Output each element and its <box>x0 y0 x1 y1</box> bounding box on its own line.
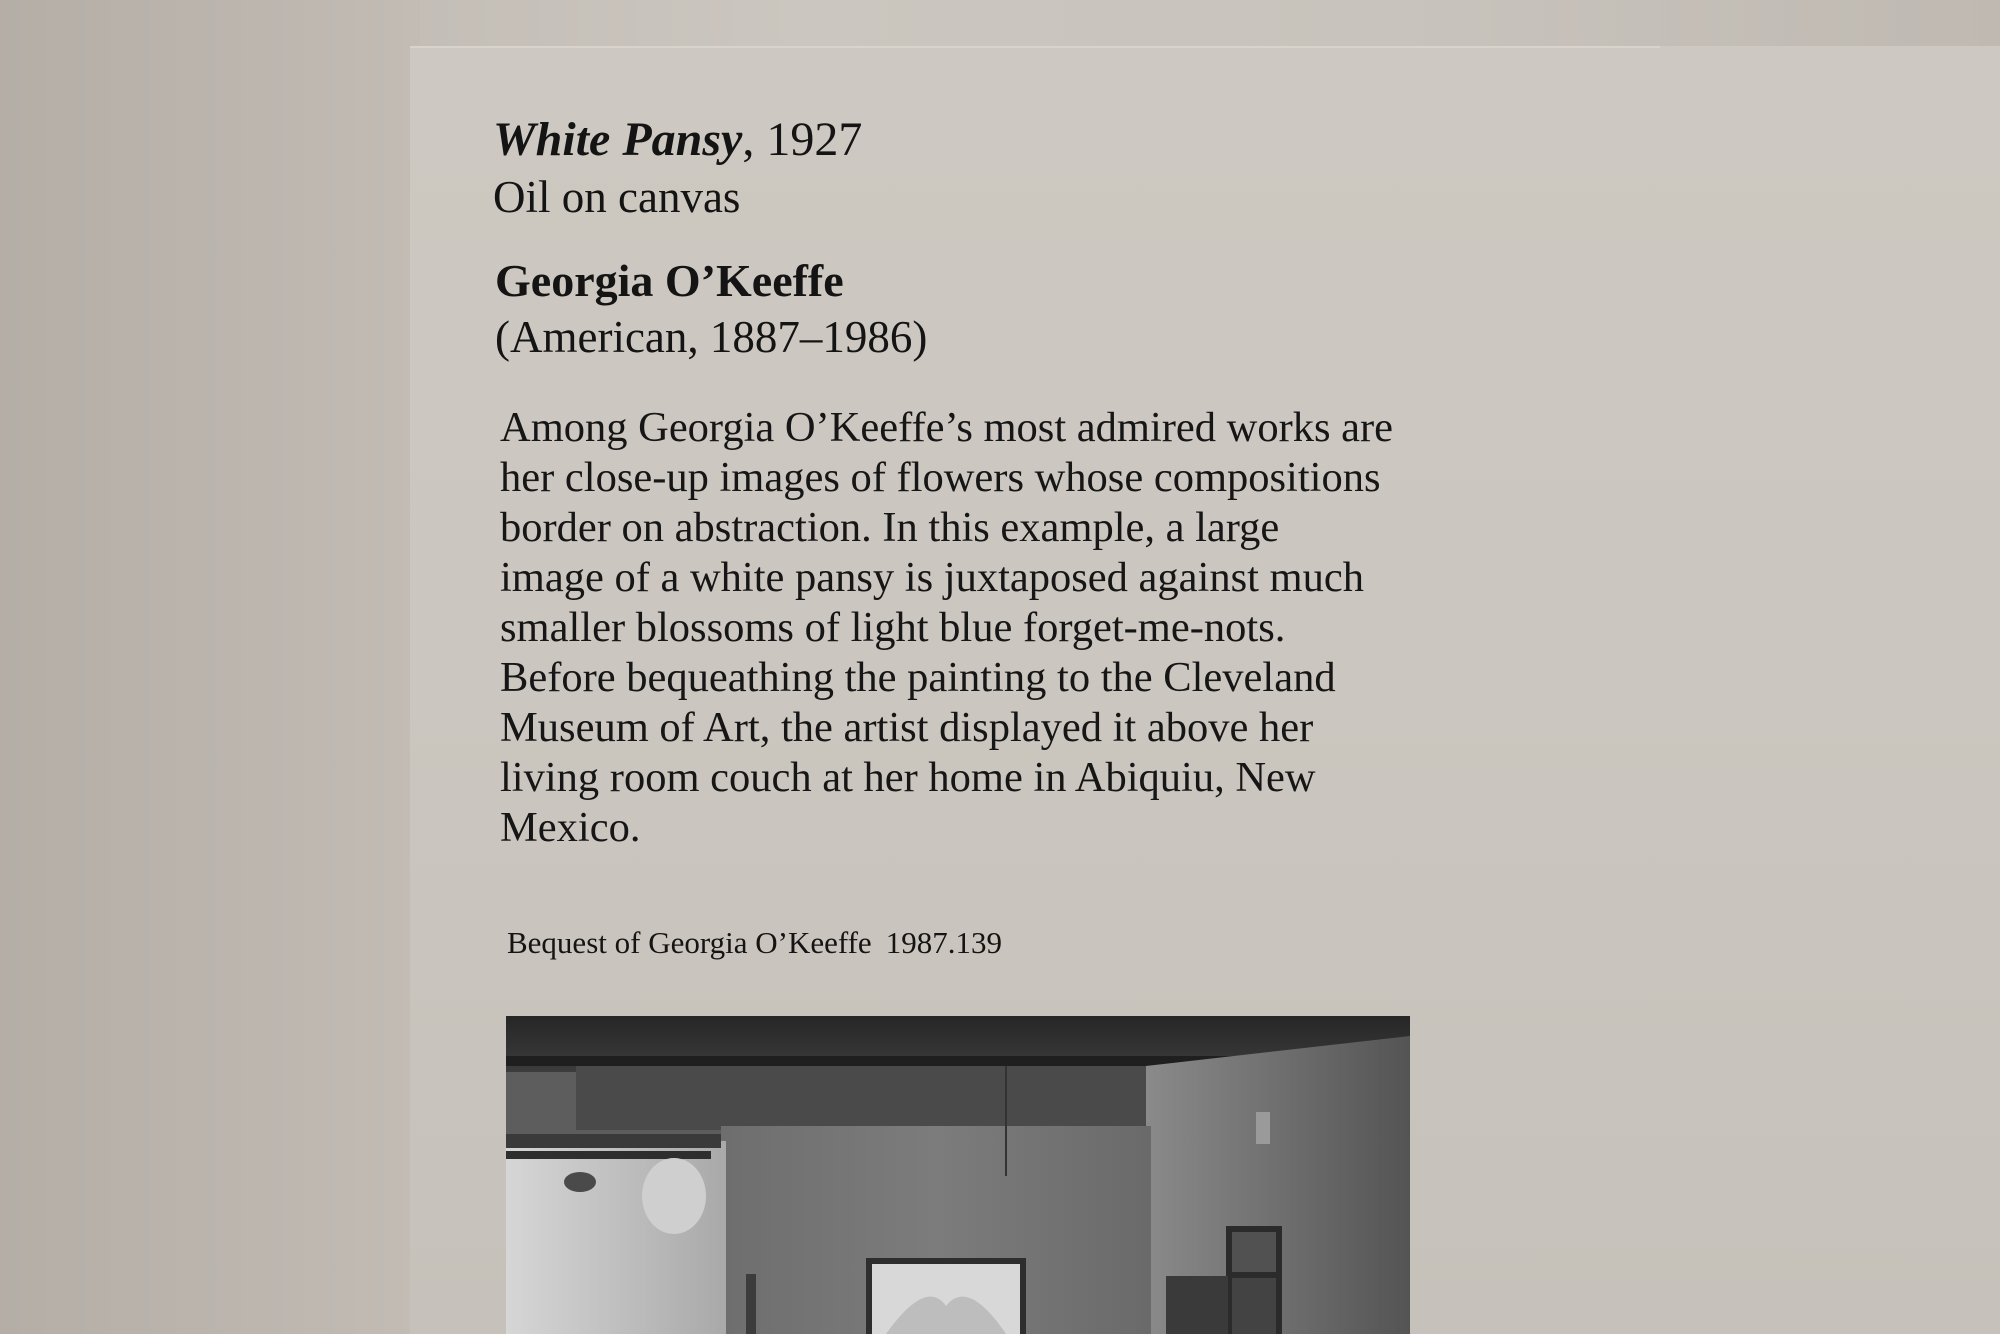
credit-line <box>507 924 1002 962</box>
description-line: living room couch at her home in Abiquiu, New <box>500 754 1316 801</box>
description-line: image of a white pansy is juxtaposed against much <box>500 554 1364 601</box>
artist-name: Georgia O’Keeffe <box>495 255 844 306</box>
panel-top-edge <box>410 46 1660 48</box>
description-line: Among Georgia O’Keeffe’s most admired works are <box>500 404 1394 451</box>
archival-photo-living-room <box>506 1016 1410 1334</box>
artwork-title: White Pansy <box>493 113 743 166</box>
description-line: Before bequeathing the painting to the Cleveland <box>500 654 1336 701</box>
description-line: Mexico. <box>500 804 641 851</box>
artwork-medium: Oil on canvas <box>493 172 741 222</box>
description-line: Museum of Art, the artist displayed it above her <box>500 704 1314 751</box>
photo-illustration <box>506 1016 1410 1334</box>
artwork-description <box>500 403 1620 853</box>
gallery-wall <box>0 0 420 1334</box>
description-line: her close-up images of flowers whose compositions <box>500 454 1381 501</box>
description-line: border on abstraction. In this example, a large <box>500 504 1280 551</box>
artwork-date: , 1927 <box>742 113 863 166</box>
accession-number: 1987.139 <box>885 925 1002 960</box>
artwork-title-line <box>493 112 862 168</box>
description-line: smaller blossoms of light blue forget-me-nots. <box>500 604 1286 651</box>
credit-text: Bequest of Georgia O’Keeffe <box>507 925 872 960</box>
artist-nationality-dates: (American, 1887–1986) <box>495 312 928 362</box>
